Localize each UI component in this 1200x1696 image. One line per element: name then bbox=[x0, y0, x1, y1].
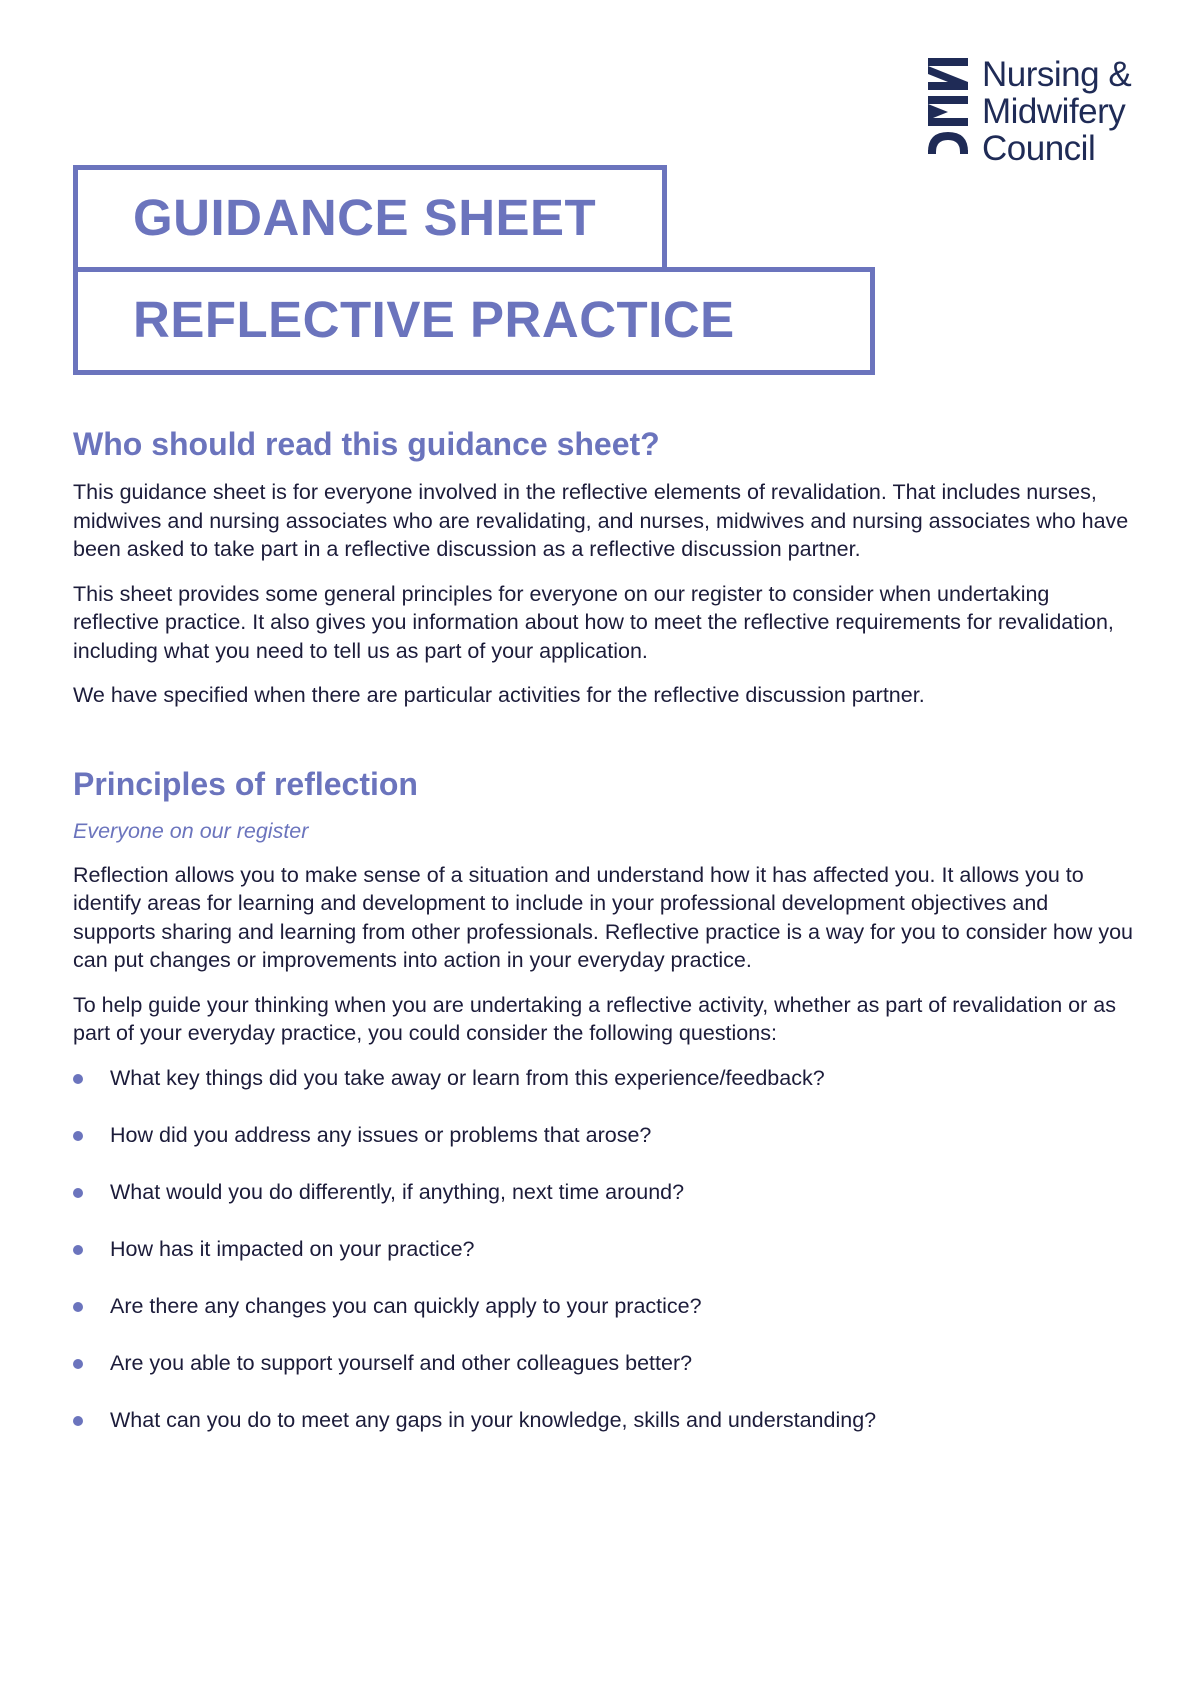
list-item bbox=[73, 1121, 1133, 1150]
list-item bbox=[73, 1235, 1133, 1264]
bullet-icon bbox=[73, 1188, 83, 1198]
paragraph: To help guide your thinking when you are undertaking a reflective activity, whether as part of revalidation or as part of your everyday practice, you could consider the following questions: bbox=[73, 992, 1116, 1045]
bullet-icon bbox=[73, 1359, 83, 1369]
bullet-icon bbox=[73, 1131, 83, 1141]
section-principles-of-reflection bbox=[73, 764, 1133, 1435]
list-item-text: Are there any changes you can quickly apply to your practice? bbox=[110, 1293, 702, 1318]
nmc-logo bbox=[926, 56, 1131, 168]
list-item bbox=[73, 1349, 1133, 1378]
document-title-box bbox=[73, 267, 875, 375]
paragraph: This guidance sheet is for everyone involved in the reflective elements of revalidation. That includes nurses, midwives and nursing associates who are revalidating, and nurses, midwives and nursing associates who have been asked to take part in a reflective discussion as a reflective discussion partner. bbox=[73, 480, 1129, 561]
logo-wordmark bbox=[982, 56, 1131, 167]
list-item-text: What would you do differently, if anything, next time around? bbox=[110, 1179, 685, 1204]
bullet-icon bbox=[73, 1416, 83, 1426]
guidance-sheet-label: GUIDANCE SHEET bbox=[133, 189, 597, 246]
document-body bbox=[73, 424, 1133, 1463]
list-item bbox=[73, 1292, 1133, 1321]
list-item-text: How has it impacted on your practice? bbox=[110, 1236, 475, 1261]
list-item bbox=[73, 1406, 1133, 1435]
section-heading: Principles of reflection bbox=[73, 765, 418, 802]
bullet-icon bbox=[73, 1302, 83, 1312]
list-item-text: How did you address any issues or problems that arose? bbox=[110, 1122, 652, 1147]
list-item-text: Are you able to support yourself and other colleagues better? bbox=[110, 1350, 693, 1375]
paragraph: Reflection allows you to make sense of a situation and understand how it has affected you. It allows you to identify areas for learning and development to include in your professional development objectives and supports sharing and learning from other professionals. Reflective practice is a way for you to consider how you can put changes or improvements into action in your everyday practice. bbox=[73, 862, 1134, 972]
guidance-sheet-label-box bbox=[73, 165, 667, 273]
list-item bbox=[73, 1178, 1133, 1207]
list-item-text: What key things did you take away or learn from this experience/feedback? bbox=[110, 1065, 825, 1090]
document-title: REFLECTIVE PRACTICE bbox=[133, 291, 735, 348]
paragraph: This sheet provides some general principles for everyone on our register to consider when undertaking reflective practice. It also gives you information about how to meet the reflective requirements for revalidation, including what you need to tell us as part of your application. bbox=[73, 581, 1114, 663]
bullet-icon bbox=[73, 1245, 83, 1255]
list-item-text: What can you do to meet any gaps in your knowledge, skills and understanding? bbox=[110, 1407, 877, 1432]
section-subheading: Everyone on our register bbox=[73, 818, 309, 843]
logo-line-2: Midwifery bbox=[982, 92, 1126, 131]
logo-line-3: Council bbox=[982, 129, 1096, 168]
section-who-should-read bbox=[73, 424, 1133, 710]
paragraph: We have specified when there are particular activities for the reflective discussion partner. bbox=[73, 683, 925, 707]
reflection-questions-list bbox=[73, 1064, 1133, 1435]
logo-line-1: Nursing & bbox=[982, 55, 1132, 94]
section-heading: Who should read this guidance sheet? bbox=[73, 426, 660, 462]
bullet-icon bbox=[73, 1074, 83, 1084]
nmc-logo-mark-icon bbox=[926, 56, 970, 168]
list-item bbox=[73, 1064, 1133, 1093]
